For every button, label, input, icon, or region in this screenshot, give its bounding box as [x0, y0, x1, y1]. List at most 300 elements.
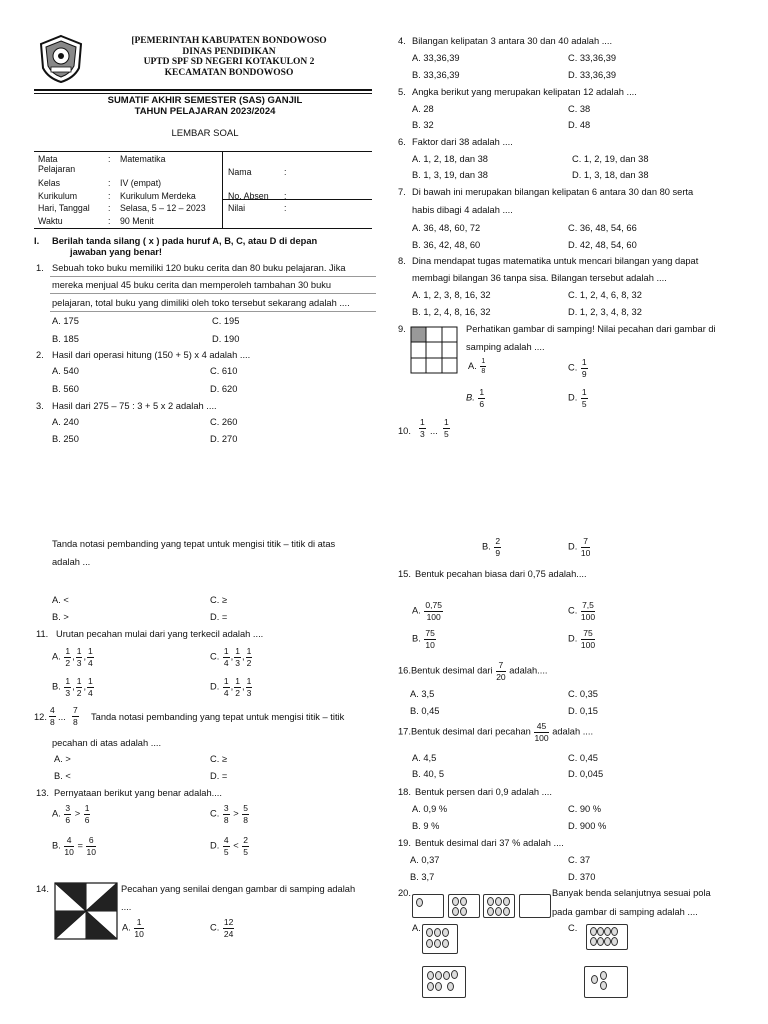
fraction	[76, 647, 83, 667]
sheet-title: LEMBAR SOAL	[171, 128, 239, 139]
numerator: 0,75	[425, 600, 442, 610]
pattern-box-3	[483, 894, 515, 918]
option-b[interactable]: B. 9 %	[412, 821, 440, 831]
option-d[interactable]: D. 1, 2, 3, 4, 8, 32	[568, 307, 642, 317]
value-kelas: IV (empat)	[120, 178, 162, 188]
option-b[interactable]: B. 560	[52, 384, 79, 394]
option-d[interactable]: D. 1, 3, 18, dan 38	[572, 170, 649, 180]
option-a[interactable]: A. 0,37	[410, 855, 440, 865]
option-c[interactable]: C. 1, 2, 19, dan 38	[572, 154, 649, 164]
option-a[interactable]: A. 36, 48, 60, 72	[412, 223, 481, 233]
denominator: 100	[580, 611, 596, 622]
value-waktu: 90 Menit	[120, 216, 154, 226]
option-letter: C.	[210, 808, 220, 819]
option-a[interactable]	[52, 647, 95, 667]
exam-year: TAHUN PELAJARAN 2023/2024	[134, 105, 276, 117]
option-letter: D.	[568, 633, 578, 644]
question-number: 2.	[36, 350, 44, 360]
question-text: Di bawah ini merupakan bilangan kelipatan 6 antara 30 dan 80 serta	[412, 187, 694, 197]
fraction	[223, 647, 230, 667]
denominator: 2	[235, 687, 240, 698]
fraction	[534, 722, 548, 742]
option-b[interactable]	[482, 537, 502, 557]
option-letter: B.	[52, 840, 61, 851]
question-text: Banyak benda selanjutnya sesuai pola	[552, 888, 711, 898]
option-a[interactable]: A. 33,36,39	[412, 53, 460, 63]
question-text: mereka menjual 45 buku cerita dan memperoleh tambahan 30 buku	[52, 280, 332, 290]
option-b[interactable]: B. <	[54, 771, 71, 781]
denominator: 10	[134, 928, 144, 939]
numerator: 1	[235, 646, 240, 656]
option-d[interactable]: D. 270	[210, 434, 238, 444]
option-a[interactable]: A. 4,5	[412, 753, 437, 763]
question-number: 14.	[36, 884, 49, 894]
denominator: 5	[581, 398, 587, 409]
option-c-letter: C.	[568, 923, 578, 933]
numerator: 6	[86, 836, 95, 847]
question-text: habis dibagi 4 adalah ....	[412, 205, 513, 215]
question-text: Bentuk desimal dari 37 % adalah ....	[415, 838, 564, 848]
numerator: 3	[223, 803, 229, 813]
denominator: 100	[580, 639, 596, 650]
option-c[interactable]: C. 38	[568, 104, 591, 114]
text-underline	[50, 276, 376, 277]
question-number: 16.	[398, 665, 411, 676]
absen-rule	[222, 199, 372, 200]
option-a[interactable]	[422, 924, 458, 954]
comma: ,	[241, 681, 245, 692]
option-letter: D.	[568, 392, 578, 403]
numerator: 1	[481, 358, 486, 365]
question-text: Bilangan kelipatan 3 antara 30 dan 40 adalah ....	[412, 36, 613, 46]
option-d[interactable]	[584, 966, 628, 998]
fraction	[223, 804, 230, 824]
numerator: 1	[235, 676, 240, 686]
question-text: pada gambar di samping adalah ....	[552, 907, 698, 917]
option-letter: D.	[210, 840, 220, 851]
fraction-left	[48, 706, 57, 726]
info-top-rule	[34, 151, 372, 152]
fraction	[424, 629, 435, 649]
letterhead-line-4: KECAMATAN BONDOWOSO	[164, 67, 294, 78]
fraction	[234, 677, 241, 697]
numerator: 1	[84, 803, 90, 813]
colon: :	[108, 154, 111, 164]
option-c[interactable]	[568, 358, 589, 378]
question-number: 10.	[398, 426, 411, 436]
fraction	[478, 388, 485, 408]
question-number: 17.	[398, 726, 411, 737]
option-d[interactable]: D. 620	[210, 384, 238, 394]
header-rule-thin	[34, 93, 372, 94]
option-a[interactable]	[412, 601, 444, 621]
option-c[interactable]: C. ≥	[210, 754, 227, 764]
numerator: 1	[479, 387, 485, 397]
option-c[interactable]: C. 33,36,39	[568, 53, 617, 63]
denominator: 6	[65, 814, 71, 825]
option-c[interactable]	[568, 601, 596, 621]
option-c[interactable]	[210, 647, 253, 667]
fraction	[223, 918, 234, 938]
comma: ,	[241, 651, 245, 662]
option-b[interactable]	[412, 629, 437, 649]
option-c[interactable]: C. 260	[210, 417, 238, 427]
fraction	[86, 836, 95, 856]
fraction	[581, 388, 588, 408]
option-b[interactable]: B. 40, 5	[412, 769, 445, 779]
denominator: 5	[243, 846, 248, 857]
fraction	[64, 677, 71, 697]
numerator: 1	[246, 676, 252, 686]
text-post: adalah ....	[552, 726, 594, 737]
option-d[interactable]	[568, 629, 596, 649]
option-a[interactable]: A. 240	[52, 417, 79, 427]
fraction	[496, 661, 505, 681]
numerator: 7	[581, 537, 590, 548]
comparison-operator: >	[72, 808, 83, 819]
comma: ,	[230, 651, 234, 662]
option-c[interactable]	[586, 924, 628, 950]
option-letter: A.	[52, 651, 61, 662]
question-text: Bentuk pecahan biasa dari 0,75 adalah....	[415, 569, 587, 579]
numerator: 1	[88, 646, 93, 656]
denominator: 2	[76, 687, 82, 698]
label-kurikulum: Kurikulum	[38, 191, 78, 201]
question-text: pecahan di atas adalah ....	[52, 738, 162, 748]
denominator: 10	[64, 846, 74, 857]
option-letter: A.	[412, 605, 421, 616]
instruction-line-1: Berilah tanda silang ( x ) pada huruf A, B, C, atau D di depan	[52, 236, 318, 246]
option-a[interactable]	[468, 358, 487, 375]
option-d[interactable]: D. 33,36,39	[568, 70, 617, 80]
option-d[interactable]: D. =	[210, 612, 228, 622]
option-a[interactable]: A. 1, 2, 18, dan 38	[412, 154, 488, 164]
option-d[interactable]	[568, 537, 591, 557]
fraction	[424, 601, 443, 621]
label-hari: Hari, Tanggal	[38, 203, 90, 213]
option-d[interactable]: D. 48	[568, 120, 591, 130]
option-a[interactable]: A. 175	[52, 316, 79, 326]
option-c[interactable]	[210, 918, 235, 938]
colon: :	[284, 167, 287, 177]
label-waktu: Waktu	[38, 216, 63, 226]
numerator: 1	[223, 676, 229, 686]
comma: ,	[72, 681, 75, 692]
option-d[interactable]: D. 0,15	[568, 706, 598, 716]
fraction	[480, 358, 486, 375]
option-letter: C.	[568, 362, 578, 373]
numerator: 1	[76, 646, 82, 656]
exam-heading	[60, 96, 350, 118]
question-number: 12.	[34, 712, 47, 722]
question-text: Sebuah toko buku memiliki 120 buku cerita dan 80 buku pelajaran. Jika	[52, 263, 346, 273]
denominator: 3	[65, 687, 71, 698]
value-mapel: Matematika	[120, 154, 166, 164]
fraction	[246, 677, 253, 697]
comma: ,	[83, 681, 87, 692]
comparison-operator: =	[74, 840, 86, 851]
denominator: 8	[481, 368, 486, 375]
text-pre: Bentuk desimal dari	[410, 665, 493, 676]
dots: ...	[58, 712, 66, 722]
denominator: 3	[76, 657, 82, 668]
option-b[interactable]	[422, 966, 466, 998]
option-letter: A.	[122, 922, 131, 933]
exam-title: SUMATIF AKHIR SEMESTER (SAS) GANJIL	[107, 95, 303, 106]
label-nilai: Nilai	[228, 203, 246, 213]
denominator: 6	[479, 398, 485, 409]
option-b[interactable]: B. 36, 42, 48, 60	[412, 240, 481, 250]
option-letter: A.	[52, 808, 61, 819]
text-underline	[50, 311, 376, 312]
option-b[interactable]: B. 1, 3, 19, dan 38	[412, 170, 488, 180]
fraction	[581, 537, 590, 557]
value-hari: Selasa, 5 – 12 – 2023	[120, 203, 206, 213]
comparison-operator: >	[230, 808, 242, 819]
fraction	[64, 804, 71, 824]
option-d[interactable]: D. 900 %	[568, 821, 607, 831]
question-number: 1.	[36, 263, 44, 273]
option-letter: D.	[568, 541, 578, 552]
numerator: 1	[76, 676, 82, 686]
option-letter: B.	[482, 541, 491, 552]
pattern-box-empty	[519, 894, 551, 918]
denominator: 2	[65, 657, 71, 668]
option-b[interactable]: B. 33,36,39	[412, 70, 460, 80]
numerator: 4	[223, 835, 229, 845]
fraction	[64, 647, 71, 667]
question-20	[396, 888, 746, 1002]
option-c[interactable]: C. 610	[210, 366, 238, 376]
denominator: 24	[223, 928, 234, 939]
numerator: 75	[425, 628, 435, 638]
info-bottom-rule	[34, 228, 372, 229]
option-d[interactable]	[568, 388, 589, 408]
denominator: 3	[235, 657, 240, 668]
option-d[interactable]: D. 190	[212, 334, 240, 344]
question-text: Pernyataan berikut yang benar adalah....	[54, 788, 222, 798]
numerator: 2	[243, 835, 248, 845]
label-nama: Nama	[228, 167, 252, 177]
option-a[interactable]: A. 1, 2, 3, 8, 16, 32	[412, 290, 491, 300]
colon: :	[108, 191, 111, 201]
colon: :	[284, 191, 287, 201]
option-d[interactable]	[210, 677, 253, 697]
numerator: 1	[444, 417, 449, 427]
fraction	[581, 358, 588, 378]
denominator: 4	[88, 657, 93, 668]
denominator: 100	[426, 611, 441, 622]
fraction	[223, 677, 230, 697]
question-text: Dina mendapat tugas matematika untuk mencari bilangan yang dapat	[412, 256, 699, 266]
question-text: Perhatikan gambar di samping! Nilai pecahan dari gambar di	[466, 324, 716, 334]
option-b[interactable]: B. 32	[412, 120, 434, 130]
option-a[interactable]: A. 3,5	[410, 689, 435, 699]
comma: ,	[230, 681, 234, 692]
fraction	[87, 647, 94, 667]
colon: :	[108, 216, 111, 226]
numerator: 1	[134, 918, 143, 929]
label-no-absen: No. Absen	[228, 191, 269, 201]
option-c[interactable]	[210, 804, 250, 824]
option-a[interactable]: A. <	[52, 595, 69, 605]
denominator: 6	[84, 814, 90, 825]
numerator: 75	[581, 629, 595, 640]
denominator: 5	[444, 428, 449, 439]
text-post: adalah....	[509, 665, 548, 676]
question-number: 7.	[398, 187, 406, 197]
option-b[interactable]: B. 250	[52, 434, 79, 444]
option-c[interactable]: C. 0,35	[568, 689, 598, 699]
numerator: 1	[88, 676, 93, 686]
fraction-right	[71, 706, 80, 726]
letterhead-line-2: DINAS PENDIDIKAN	[182, 46, 276, 57]
option-a[interactable]: A. 540	[52, 366, 79, 376]
value-kurikulum: Kurikulum Merdeka	[120, 191, 196, 201]
fraction	[581, 601, 595, 621]
letterhead-line-3: UPTD SPF SD NEGERI KOTAKULON 2	[143, 57, 315, 68]
option-d[interactable]: D. 370	[568, 872, 596, 882]
denominator: 10	[580, 547, 591, 558]
option-d[interactable]: D. 42, 48, 54, 60	[568, 240, 637, 250]
info-divider	[222, 151, 223, 228]
question-text: adalah ...	[52, 557, 91, 567]
denominator: 9	[581, 368, 587, 379]
question-number: 4.	[398, 36, 406, 46]
denominator: 8	[73, 716, 78, 727]
option-a[interactable]: A. 0,9 %	[412, 804, 448, 814]
question-text: Hasil dari operasi hitung (150 + 5) x 4 adalah ....	[52, 350, 251, 360]
option-a[interactable]: A. 28	[412, 104, 434, 114]
question-number: 19.	[398, 838, 411, 848]
question-number: 6.	[398, 137, 406, 147]
denominator: 100	[534, 732, 549, 743]
dots: ...	[430, 426, 438, 436]
option-d[interactable]: D. 0,045	[568, 769, 604, 779]
fraction	[242, 804, 249, 824]
numerator: 7	[496, 661, 505, 672]
fraction	[87, 677, 94, 697]
numerator: 45	[534, 722, 548, 733]
question-text: Urutan pecahan mulai dari yang terkecil adalah ....	[56, 629, 264, 639]
numerator: 1	[65, 676, 71, 686]
numerator: 5	[243, 803, 248, 813]
question-number: 13.	[36, 788, 49, 798]
numerator: 1	[223, 646, 229, 656]
option-c[interactable]: C. ≥	[210, 595, 227, 605]
option-letter: B.	[466, 392, 475, 403]
label-kelas: Kelas	[38, 178, 61, 188]
numerator: 12	[223, 917, 234, 927]
numerator: 1	[581, 357, 587, 367]
text-pre: Bentuk desimal dari pecahan	[410, 726, 531, 737]
numerator: 3	[65, 803, 71, 813]
colon: :	[108, 178, 111, 188]
denominator: 3	[420, 428, 425, 439]
question-text: Tanda notasi pembanding yang tepat untuk mengisi titik – titik	[91, 712, 345, 722]
option-d[interactable]	[210, 836, 250, 856]
option-b[interactable]: B. 1, 2, 4, 8, 16, 32	[412, 307, 491, 317]
option-b[interactable]: B. 185	[52, 334, 79, 344]
question-number: 9.	[398, 324, 406, 334]
option-c[interactable]: C. 37	[568, 855, 591, 865]
question-text: ....	[121, 902, 132, 912]
option-c[interactable]: C. 90 %	[568, 804, 602, 814]
fraction-right	[442, 418, 451, 438]
numerator: 1	[420, 417, 425, 427]
pinwheel-figure	[54, 882, 118, 940]
denominator: 5	[223, 846, 229, 857]
numerator: 4	[64, 836, 73, 847]
fraction	[64, 836, 73, 856]
numerator: 1	[246, 646, 252, 656]
option-a[interactable]	[52, 804, 91, 824]
option-letter: C.	[210, 922, 220, 933]
fraction	[581, 629, 595, 649]
comma: ,	[72, 651, 75, 662]
question-number: 20.	[398, 888, 411, 898]
option-b[interactable]: B. 0,45	[410, 706, 440, 716]
option-c[interactable]: C. 1, 2, 4, 6, 8, 32	[568, 290, 642, 300]
letterhead	[100, 36, 358, 79]
option-b[interactable]	[52, 677, 95, 697]
denominator: 8	[223, 814, 229, 825]
section-number: I.	[34, 236, 40, 246]
question-text	[398, 722, 593, 742]
option-c[interactable]: C. 195	[212, 316, 240, 326]
option-b[interactable]: B. >	[52, 612, 69, 622]
option-b[interactable]	[466, 388, 486, 408]
question-number: 8.	[398, 256, 406, 266]
option-letter: C.	[568, 605, 578, 616]
fraction	[223, 836, 230, 856]
colon: :	[284, 203, 287, 213]
numerator: 1	[65, 646, 71, 656]
question-text: Bentuk persen dari 0,9 adalah ....	[415, 787, 552, 797]
question-text: Faktor dari 38 adalah ....	[412, 137, 513, 147]
numerator: 2	[495, 536, 501, 546]
question-text: Pecahan yang senilai dengan gambar di samping adalah	[121, 884, 356, 894]
fraction	[84, 804, 91, 824]
fraction-left	[418, 418, 427, 438]
question-text: samping adalah ....	[466, 342, 545, 352]
question-text: Tanda notasi pembanding yang tepat untuk mengisi titik – titik di atas	[52, 539, 336, 549]
comma: ,	[83, 651, 87, 662]
option-a[interactable]: A. >	[54, 754, 71, 764]
school-logo	[36, 34, 86, 84]
denominator: 10	[425, 639, 435, 650]
question-text: pelajaran, total buku yang dimiliki oleh toko tersebut sekarang adalah ....	[52, 298, 350, 308]
option-b[interactable]: B. 3,7	[410, 872, 435, 882]
option-letter: B.	[412, 633, 421, 644]
fraction	[246, 647, 253, 667]
question-text: Angka berikut yang merupakan kelipatan 12 adalah ....	[412, 87, 637, 97]
letterhead-line-1: [PEMERINTAH KABUPATEN BONDOWOSO	[131, 36, 327, 46]
option-c[interactable]: C. 0,45	[568, 753, 598, 763]
question-text: Hasil dari 275 – 75 : 3 + 5 x 2 adalah ....	[52, 401, 217, 411]
question-text: membagi bilangan 36 tanpa sisa. Bilangan tersebut adalah ....	[412, 273, 667, 283]
option-d[interactable]: D. =	[210, 771, 228, 781]
option-c[interactable]: C. 36, 48, 54, 66	[568, 223, 637, 233]
pattern-box-1	[412, 894, 444, 918]
option-a[interactable]	[122, 918, 145, 938]
numerator: 7,5	[582, 600, 594, 610]
fraction	[494, 537, 501, 557]
denominator: 4	[88, 687, 93, 698]
option-b[interactable]	[52, 836, 97, 856]
fraction	[234, 647, 241, 667]
pattern-box-2	[448, 894, 480, 918]
